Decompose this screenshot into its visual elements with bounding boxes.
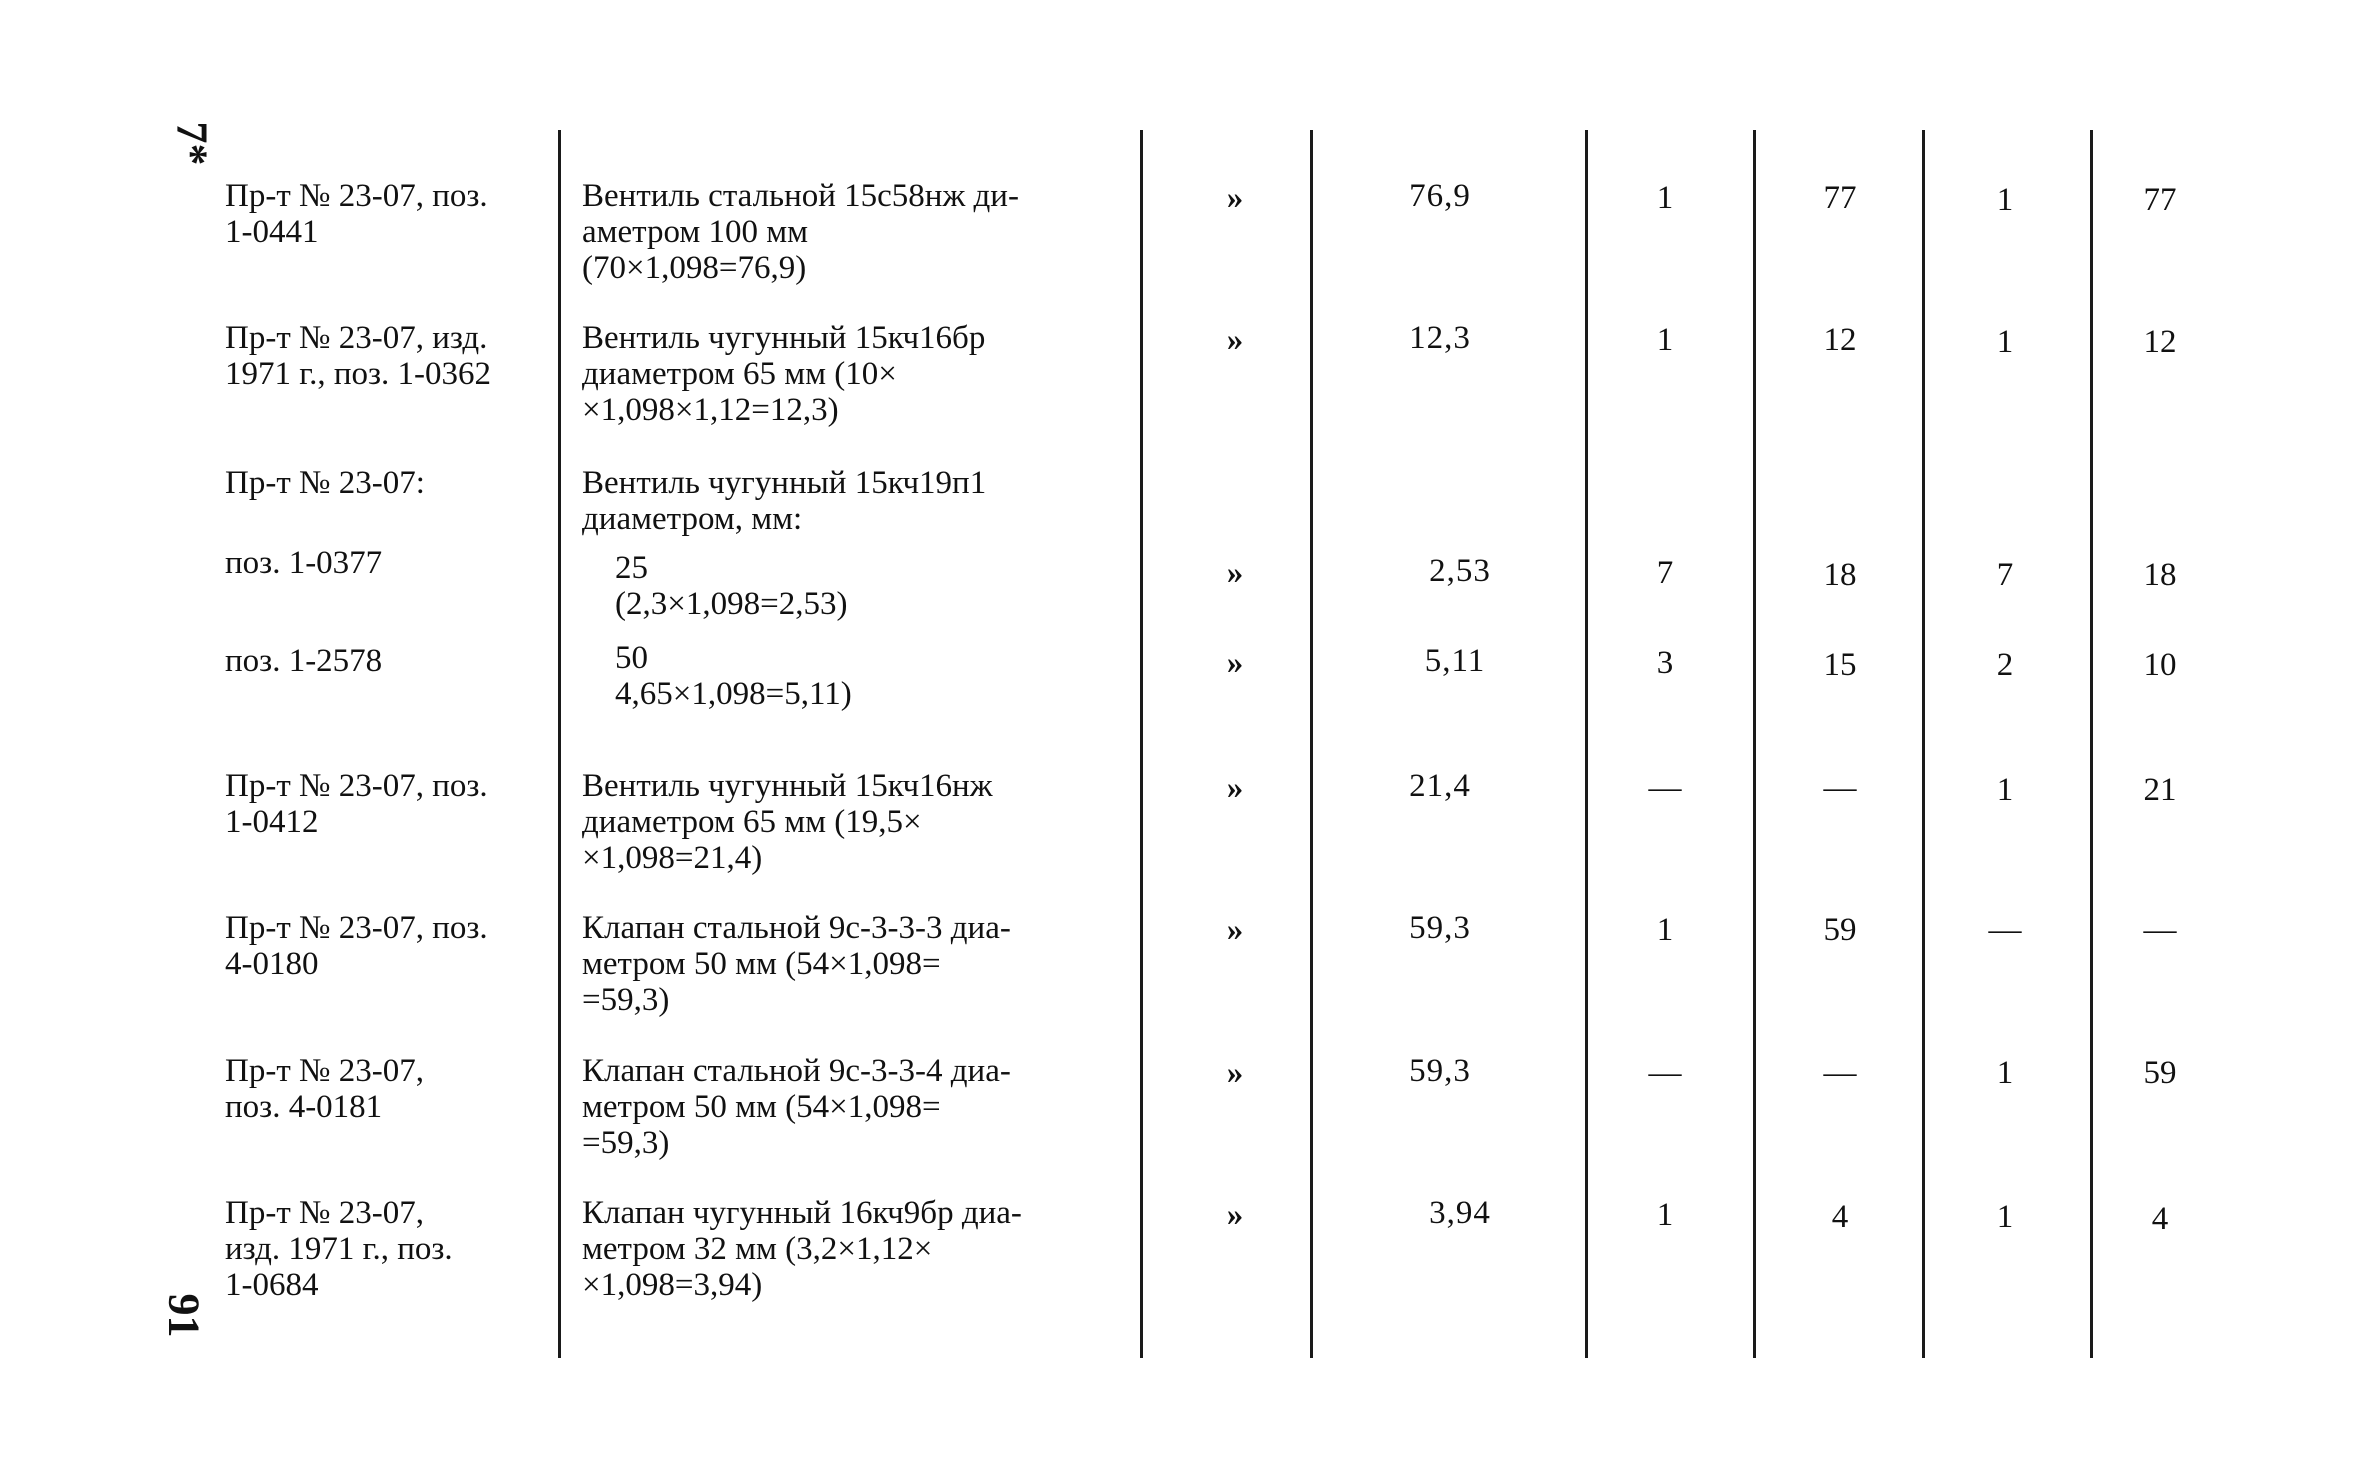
description-line: аметром 100 мм (582, 214, 809, 250)
sum-1: — (1823, 1055, 1857, 1091)
description-line: ×1,098=3,94) (582, 1267, 763, 1303)
column-divider (1585, 130, 1588, 1358)
sum-1: — (1823, 770, 1857, 806)
unit-ditto: » (1226, 770, 1244, 806)
quantity-1: — (1648, 1055, 1682, 1091)
sum-2: — (2143, 912, 2177, 948)
description-line: (2,3×1,098=2,53) (615, 586, 848, 622)
unit-ditto: » (1226, 180, 1244, 216)
table-row-description (615, 550, 1143, 622)
quantity-1: 1 (1656, 1197, 1674, 1233)
sum-2: 77 (2143, 182, 2177, 218)
table-row-description (582, 320, 1110, 428)
quantity-1: 1 (1656, 322, 1674, 358)
description-line: Вентиль чугунный 15кч16нж (582, 768, 993, 804)
sum-1: 77 (1823, 180, 1857, 216)
column-divider (1753, 130, 1756, 1358)
unit-price: 12,3 (1409, 320, 1471, 356)
source-line: 4-0180 (225, 946, 319, 982)
table-row-description (582, 465, 1110, 537)
unit-price: 3,94 (1429, 1195, 1491, 1231)
unit-ditto: » (1226, 1197, 1244, 1233)
source-line: 1971 г., поз. 1-0362 (225, 356, 491, 392)
source-line: Пр-т № 23-07: (225, 465, 425, 501)
source-line: Пр-т № 23-07, (225, 1195, 424, 1231)
quantity-2: 1 (1996, 182, 2014, 218)
description-line: 25 (615, 550, 648, 586)
source-line: поз. 1-0377 (225, 545, 383, 581)
source-line: изд. 1971 г., поз. (225, 1231, 453, 1267)
description-line: диаметром 65 мм (19,5× (582, 804, 922, 840)
corner-mark: 7* (167, 121, 217, 166)
table-row-source (225, 178, 545, 250)
unit-ditto: » (1226, 1055, 1244, 1091)
description-line: диаметром, мм: (582, 501, 803, 537)
description-line: Вентиль стальной 15с58нж ди- (582, 178, 1019, 214)
column-divider (558, 130, 561, 1358)
source-line: Пр-т № 23-07, поз. (225, 178, 488, 214)
quantity-1: — (1648, 770, 1682, 806)
description-line: ×1,098×1,12=12,3) (582, 392, 839, 428)
description-line: Клапан стальной 9с-3-3-3 диа- (582, 910, 1011, 946)
sum-1: 15 (1823, 647, 1857, 683)
quantity-2: 7 (1996, 557, 2014, 593)
table-row-source (225, 465, 545, 501)
quantity-1: 7 (1656, 555, 1674, 591)
description-line: 50 (615, 640, 648, 676)
description-line: =59,3) (582, 1125, 670, 1161)
source-line: Пр-т № 23-07, (225, 1053, 424, 1089)
sum-2: 59 (2143, 1055, 2177, 1091)
unit-ditto: » (1226, 645, 1244, 681)
table-row-source (225, 910, 545, 982)
unit-ditto: » (1226, 912, 1244, 948)
unit-price: 59,3 (1409, 1053, 1471, 1089)
description-line: (70×1,098=76,9) (582, 250, 807, 286)
quantity-2: 1 (1996, 1055, 2014, 1091)
table-row-description (582, 1053, 1110, 1161)
unit-ditto: » (1226, 555, 1244, 591)
quantity-2: 1 (1996, 772, 2014, 808)
table-row-source (225, 320, 545, 392)
quantity-2: 1 (1996, 1199, 2014, 1235)
table-row-description (582, 1195, 1110, 1303)
table-row-description (582, 910, 1110, 1018)
sum-1: 59 (1823, 912, 1857, 948)
unit-price: 59,3 (1409, 910, 1471, 946)
description-line: 4,65×1,098=5,11) (615, 676, 852, 712)
sum-1: 18 (1823, 557, 1857, 593)
quantity-1: 1 (1656, 180, 1674, 216)
column-divider (1922, 130, 1925, 1358)
description-line: метром 50 мм (54×1,098= (582, 946, 941, 982)
table-row-source (225, 1195, 545, 1303)
sum-2: 21 (2143, 772, 2177, 808)
sum-2: 10 (2143, 647, 2177, 683)
source-line: поз. 1-2578 (225, 643, 383, 679)
sum-2: 18 (2143, 557, 2177, 593)
quantity-2: 1 (1996, 324, 2014, 360)
column-divider (2090, 130, 2093, 1358)
description-line: ×1,098=21,4) (582, 840, 763, 876)
table-row-description (615, 640, 1143, 712)
description-line: Вентиль чугунный 15кч16бр (582, 320, 986, 356)
description-line: Клапан стальной 9с-3-3-4 диа- (582, 1053, 1011, 1089)
source-line: 1-0412 (225, 804, 319, 840)
quantity-1: 3 (1656, 645, 1674, 681)
table-row-source (225, 1053, 545, 1125)
description-line: =59,3) (582, 982, 670, 1018)
table-row-description (582, 178, 1110, 286)
page-number: 91 (159, 1293, 209, 1338)
unit-price: 21,4 (1409, 768, 1471, 804)
source-line: поз. 4-0181 (225, 1089, 383, 1125)
source-line: Пр-т № 23-07, поз. (225, 910, 488, 946)
table-row-description (582, 768, 1110, 876)
quantity-2: 2 (1996, 647, 2014, 683)
source-line: Пр-т № 23-07, изд. (225, 320, 488, 356)
description-line: Клапан чугунный 16кч9бр диа- (582, 1195, 1022, 1231)
unit-price: 5,11 (1424, 643, 1486, 679)
sum-2: 4 (2151, 1201, 2169, 1237)
unit-price: 76,9 (1409, 178, 1471, 214)
source-line: 1-0441 (225, 214, 319, 250)
source-line: 1-0684 (225, 1267, 319, 1303)
table-row-source (225, 643, 545, 679)
description-line: Вентиль чугунный 15кч19п1 (582, 465, 987, 501)
quantity-2: — (1988, 912, 2022, 948)
quantity-1: 1 (1656, 912, 1674, 948)
sum-1: 12 (1823, 322, 1857, 358)
source-line: Пр-т № 23-07, поз. (225, 768, 488, 804)
table-row-source (225, 545, 545, 581)
description-line: диаметром 65 мм (10× (582, 356, 897, 392)
column-divider (1140, 130, 1143, 1358)
unit-ditto: » (1226, 322, 1244, 358)
unit-price: 2,53 (1429, 553, 1491, 589)
table-row-source (225, 768, 545, 840)
column-divider (1310, 130, 1313, 1358)
sum-2: 12 (2143, 324, 2177, 360)
sum-1: 4 (1831, 1199, 1849, 1235)
description-line: метром 50 мм (54×1,098= (582, 1089, 941, 1125)
description-line: метром 32 мм (3,2×1,12× (582, 1231, 933, 1267)
